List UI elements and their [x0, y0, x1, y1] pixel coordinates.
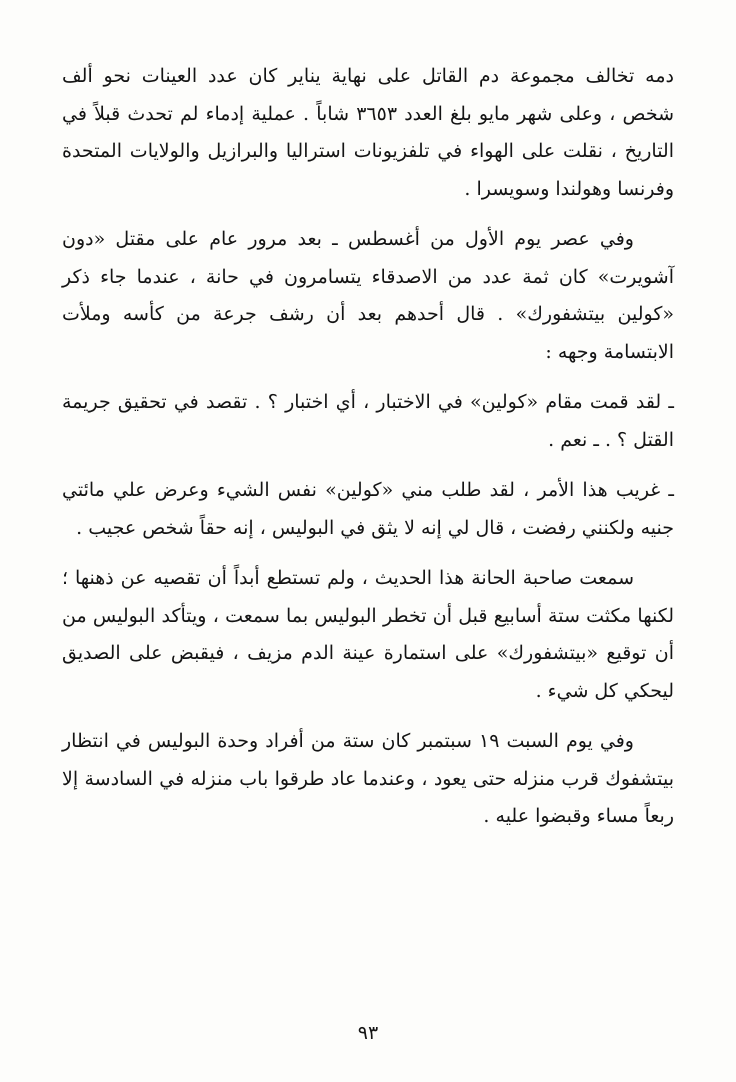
paragraph-1: دمه تخالف مجموعة دم القاتل على نهاية يناير كان عدد العينات نحو ألف شخص ، وعلى شهر مايو بلغ العدد ٣٦٥٣ شاباً . عملية إدماء لم تحدث قبلاً في التاريخ ، نقلت على الهواء في تلفزيونات استراليا والبرازيل والولايات المتحدة وفرنسا وهولندا وسويسرا . — [62, 65, 674, 200]
body-text — [62, 58, 674, 849]
dialogue-paragraph-2: ـ غريب هذا الأمر ، لقد طلب مني «كولين» نفس الشيء وعرض علي مائتي جنيه ولكنني رفضت ، قال لي إنه لا يثق في البوليس ، إنه حقاً شخص عجيب . — [62, 479, 674, 539]
dialogue-paragraph-1: ـ لقد قمت مقام «كولين» في الاختبار ، أي اختبار ؟ . تقصد في تحقيق جريمة القتل ؟ . ـ نعم . — [62, 391, 674, 451]
paragraph-4: وفي يوم السبت ١٩ سبتمبر كان ستة من أفراد وحدة البوليس في انتظار بيتشفوك قرب منزله حتى يعود ، وعندما عاد طرقوا باب منزله في السادسة إلا ربعاً مساء وقبضوا عليه . — [62, 730, 674, 827]
paragraph-3: سمعت صاحبة الحانة هذا الحديث ، ولم تستطع أبداً أن تقصيه عن ذهنها ؛ لكنها مكثت ستة أسابيع قبل أن تخطر البوليس بما سمعت ، ويتأكد البوليس من أن توقيع «بيتشفورك» على استمارة عينة الدم مزيف ، فيقبض على الصديق ليحكي كل شيء . — [62, 567, 674, 702]
paragraph-2: وفي عصر يوم الأول من أغسطس ـ بعد مرور عام على مقتل «دون آشويرت» كان ثمة عدد من الاصدقاء يتسامرون في حانة ، عندما جاء ذكر «كولين بيتشفورك» . قال أحدهم بعد أن رشف جرعة من كأسه وملأت الابتسامة وجهه : — [62, 228, 674, 363]
page-number: ٩٣ — [357, 1022, 379, 1044]
